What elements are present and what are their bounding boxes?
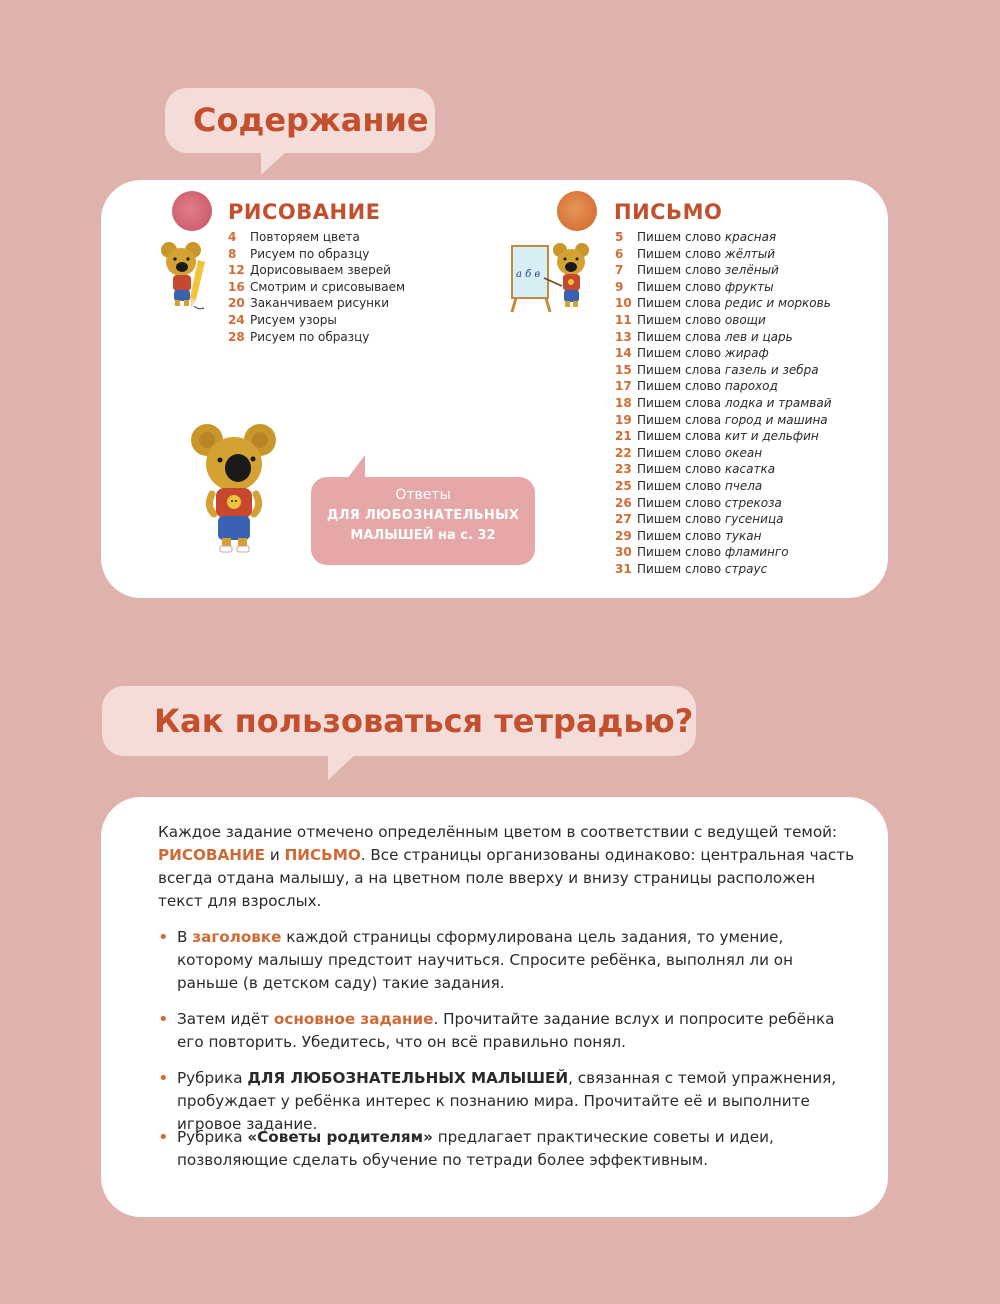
toc-word: лодка и трамвай xyxy=(724,395,832,410)
toc-text: Смотрим и срисовываем xyxy=(250,279,406,294)
bullet-mark: • xyxy=(158,1127,169,1148)
toc-item xyxy=(228,295,405,312)
toc-prefix: Пишем слова xyxy=(637,296,722,311)
toc-prefix: Пишем слово xyxy=(637,495,722,510)
toc-word: пчела xyxy=(724,478,763,493)
toc-word: тукан xyxy=(724,528,762,543)
toc-text: Повторяем цвета xyxy=(250,230,360,244)
toc-page-number: 23 xyxy=(615,462,632,477)
toc-item xyxy=(615,412,832,429)
toc-item xyxy=(615,229,832,246)
toc-page-number: 16 xyxy=(228,279,245,294)
contents-title: Содержание xyxy=(165,88,435,153)
toc-item xyxy=(228,279,405,296)
intro-text-2: . Все страницы организованы одинаково: центральная часть всегда отдана малышу, а на цветном поле вверху и внизу страницы расположен текст для взрослых. xyxy=(158,846,855,910)
toc-word: жираф xyxy=(724,346,769,361)
toc-item xyxy=(615,329,832,346)
toc-prefix: Пишем слово xyxy=(637,379,722,394)
writing-toc-list xyxy=(615,229,832,577)
toc-prefix: Пишем слово xyxy=(637,545,722,560)
answers-page-ref: на с. 32 xyxy=(433,528,496,543)
toc-page-number: 25 xyxy=(615,478,632,493)
toc-word: газель и зебра xyxy=(724,362,819,377)
howto-title: Как пользоваться тетрадью? xyxy=(102,686,696,756)
toc-item xyxy=(615,312,832,329)
toc-word: лев и царь xyxy=(724,329,793,344)
koala-blackboard-illustration xyxy=(510,240,596,314)
b4-text-b: предлагает практические советы и идеи, позволяющие сделать обучение по тетради более эффективным. xyxy=(177,1128,774,1169)
b2-text-b: . Прочитайте задание вслух и попросите ребёнка его повторить. Убедитесь, что он всё правильно понял. xyxy=(177,1010,835,1051)
drawing-heading: РИСОВАНИЕ xyxy=(228,200,381,224)
toc-page-number: 14 xyxy=(615,346,632,361)
toc-word: фламинго xyxy=(724,545,789,560)
b4-text-a: Рубрика xyxy=(177,1128,248,1146)
b4-strong: «Советы родителям» xyxy=(247,1128,433,1146)
intro-text-1: Каждое задание отмечено определённым цветом в соответствии с ведущей темой: xyxy=(158,823,838,841)
koala-big-illustration xyxy=(190,422,280,556)
answers-rubric-name: МАЛЫШЕЙ xyxy=(350,528,434,543)
intro-drawing-label: РИСОВАНИЕ xyxy=(158,846,266,864)
toc-prefix: Пишем слова xyxy=(637,362,722,377)
toc-text: Рисуем узоры xyxy=(250,312,337,327)
toc-item xyxy=(615,511,832,528)
toc-page-number: 9 xyxy=(615,279,624,294)
toc-word: жёлтый xyxy=(724,246,776,261)
toc-prefix: Пишем слово xyxy=(637,561,722,576)
toc-prefix: Пишем слово xyxy=(637,230,722,244)
toc-text: Дорисовываем зверей xyxy=(250,263,391,278)
toc-word: зелёный xyxy=(724,263,779,278)
toc-item xyxy=(615,262,832,279)
toc-page-number: 31 xyxy=(615,561,632,576)
toc-item xyxy=(228,312,405,329)
toc-page-number: 11 xyxy=(615,312,632,327)
b1-text-b: каждой страницы сформулирована цель задания, то умение, которому малышу предстоит научиться. Спросите ребёнка, выполнял ли он раньше (в детском саду) такие задания. xyxy=(177,928,794,992)
toc-page-number: 27 xyxy=(615,512,632,527)
toc-item xyxy=(615,445,832,462)
b3-text-b: , связанная с темой упражнения, пробуждает у ребёнка интерес к познанию мира. Прочитайте её и выполните игровое задание. xyxy=(177,1069,837,1133)
toc-prefix: Пишем слово xyxy=(637,528,722,543)
toc-page-number: 5 xyxy=(615,230,624,244)
toc-word: океан xyxy=(724,445,763,460)
toc-item xyxy=(615,461,832,478)
toc-page-number: 24 xyxy=(228,312,245,327)
toc-item xyxy=(228,329,405,346)
board-letters: а б в xyxy=(516,269,541,280)
bullet-mark: • xyxy=(158,1009,169,1030)
writing-heading: ПИСЬМО xyxy=(614,200,723,224)
writing-color-dot xyxy=(557,191,597,231)
toc-text: Рисуем по образцу xyxy=(250,329,370,344)
toc-page-number: 22 xyxy=(615,445,632,460)
toc-page-number: 15 xyxy=(615,362,632,377)
toc-page-number: 26 xyxy=(615,495,632,510)
toc-prefix: Пишем слова xyxy=(637,395,722,410)
toc-page-number: 20 xyxy=(228,296,245,311)
toc-word: город и машина xyxy=(724,412,828,427)
toc-page-number: 28 xyxy=(228,329,245,344)
toc-text: Рисуем по образцу xyxy=(250,246,370,261)
toc-item xyxy=(228,246,405,263)
howto-bullet-parent-tips xyxy=(158,1126,858,1172)
toc-word: пароход xyxy=(724,379,778,394)
toc-page-number: 7 xyxy=(615,263,624,278)
toc-prefix: Пишем слово xyxy=(637,512,722,527)
toc-item xyxy=(615,279,832,296)
toc-page-number: 17 xyxy=(615,379,632,394)
toc-prefix: Пишем слова xyxy=(637,429,722,444)
toc-item xyxy=(615,395,832,412)
b1-accent: заголовке xyxy=(192,928,282,946)
toc-item xyxy=(615,561,832,578)
howto-bullet-main-task xyxy=(158,1008,858,1054)
toc-item xyxy=(615,362,832,379)
toc-word: фрукты xyxy=(724,279,774,294)
toc-prefix: Пишем слово xyxy=(637,462,722,477)
b1-text-a: В xyxy=(177,928,193,946)
toc-prefix: Пишем слова xyxy=(637,329,722,344)
bullet-mark: • xyxy=(158,927,169,948)
toc-word: красная xyxy=(724,230,777,244)
toc-page-number: 13 xyxy=(615,329,632,344)
toc-page-number: 10 xyxy=(615,296,632,311)
toc-word: касатка xyxy=(724,462,776,477)
toc-page-number: 29 xyxy=(615,528,632,543)
answers-line-3 xyxy=(311,528,535,543)
toc-word: гусеница xyxy=(724,512,784,527)
toc-page-number: 12 xyxy=(228,263,245,278)
toc-prefix: Пишем слово xyxy=(637,263,722,278)
toc-word: страус xyxy=(724,561,768,576)
koala-pencil-illustration xyxy=(160,240,216,312)
toc-word: стрекоза xyxy=(724,495,782,510)
toc-prefix: Пишем слово xyxy=(637,346,722,361)
bullet-mark: • xyxy=(158,1068,169,1089)
b3-text-a: Рубрика xyxy=(177,1069,248,1087)
drawing-color-dot xyxy=(172,191,212,231)
toc-word: редис и морковь xyxy=(724,296,831,311)
toc-item xyxy=(615,295,832,312)
intro-and: и xyxy=(265,846,285,864)
toc-prefix: Пишем слово xyxy=(637,246,722,261)
toc-text: Заканчиваем рисунки xyxy=(250,296,390,311)
toc-prefix: Пишем слово xyxy=(637,279,722,294)
toc-item xyxy=(615,345,832,362)
toc-prefix: Пишем слово xyxy=(637,445,722,460)
toc-item xyxy=(615,478,832,495)
toc-page-number: 6 xyxy=(615,246,624,261)
answers-line-2: ДЛЯ ЛЮБОЗНАТЕЛЬНЫХ xyxy=(326,508,520,523)
toc-item xyxy=(615,378,832,395)
toc-page-number: 4 xyxy=(228,230,237,244)
toc-page-number: 30 xyxy=(615,545,632,560)
drawing-toc-list xyxy=(228,229,405,345)
b2-accent: основное задание xyxy=(273,1010,434,1028)
b3-strong: ДЛЯ ЛЮБОЗНАТЕЛЬНЫХ МАЛЫШЕЙ xyxy=(247,1069,569,1087)
toc-item xyxy=(615,246,832,263)
answers-line-1: Ответы xyxy=(395,487,451,503)
toc-item xyxy=(615,528,832,545)
toc-page-number: 19 xyxy=(615,412,632,427)
b2-text-a: Затем идёт xyxy=(177,1010,274,1028)
howto-intro xyxy=(158,821,858,913)
toc-word: овощи xyxy=(724,312,766,327)
intro-writing-label: ПИСЬМО xyxy=(284,846,361,864)
toc-page-number: 21 xyxy=(615,429,632,444)
answers-bubble xyxy=(311,477,535,565)
toc-page-number: 18 xyxy=(615,395,632,410)
toc-word: кит и дельфин xyxy=(724,429,819,444)
toc-item xyxy=(228,229,405,246)
toc-item xyxy=(228,262,405,279)
toc-prefix: Пишем слова xyxy=(637,412,722,427)
howto-bullet-heading xyxy=(158,926,858,995)
toc-item xyxy=(615,544,832,561)
toc-item xyxy=(615,495,832,512)
toc-page-number: 8 xyxy=(228,246,237,261)
toc-item xyxy=(615,428,832,445)
toc-prefix: Пишем слово xyxy=(637,478,722,493)
toc-prefix: Пишем слово xyxy=(637,312,722,327)
